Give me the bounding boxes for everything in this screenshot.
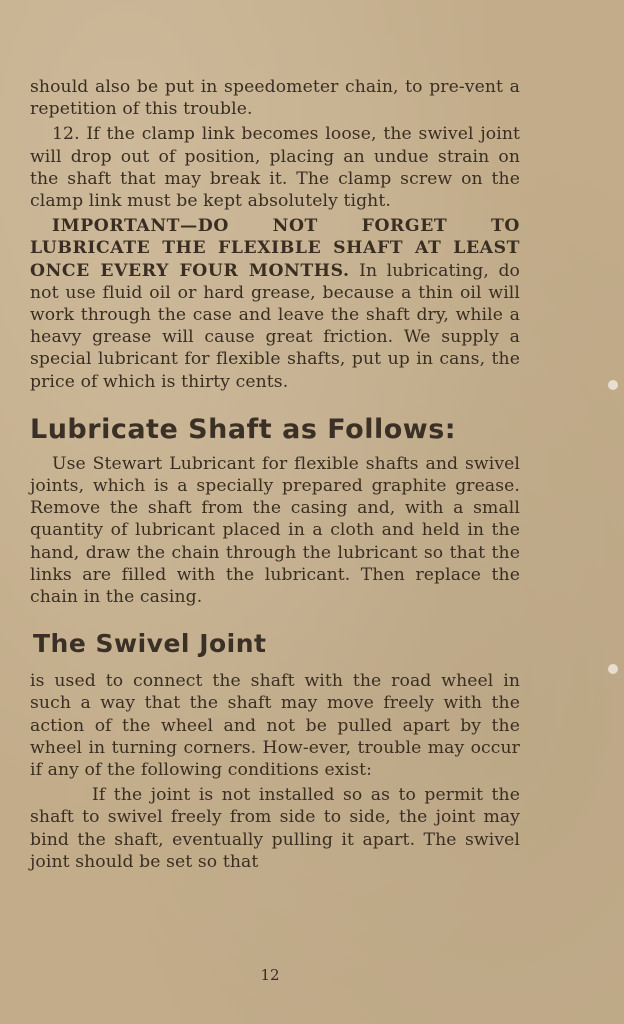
important-notice: IMPORTANT—DO NOT FORGET TO LUBRICATE THE FLEXIBLE SHAFT AT LEAST ONCE EVERY FOUR MONTHS. xyxy=(30,216,520,281)
paragraph-clamp-link: 12. If the clamp link becomes loose, the swivel joint will drop out of position, placing an undue strain on the shaft that may break it. The clamp screw on the clamp link must be kept absolutely tight. xyxy=(30,124,520,212)
paragraph-swivel-joint-purpose: is used to connect the shaft with the road wheel in such a way that the shaft may move freely with the action of the wheel and not be pulled apart by the wheel in turning corners. How-ever, trouble may occur if any of the following conditions exist: xyxy=(30,671,520,781)
lubrication-details: In lubricating, do not use fluid oil or hard grease, because a thin oil will work through the case and leave the shaft dry, while a heavy grease will cause great friction. We supply a special lubricant for flexible shafts, put up in cans, the price of which is thirty cents. xyxy=(30,260,520,392)
page-number: 12 xyxy=(260,966,280,984)
heading-lubricate-shaft: Lubricate Shaft as Follows: xyxy=(30,413,457,445)
page-body xyxy=(30,76,520,873)
paragraph-continuation: should also be put in speedometer chain, to pre-vent a repetition of this trouble. xyxy=(30,77,520,120)
heading-swivel-joint: The Swivel Joint xyxy=(33,629,267,659)
paragraph-important-lubrication xyxy=(30,215,520,393)
paper-wear-mark xyxy=(608,380,618,390)
paragraph-swivel-joint-installation: If the joint is not installed so as to permit the shaft to swivel freely from side to side, the joint may bind the shaft, eventually pulling it apart. The swivel joint should be set so that xyxy=(30,785,520,872)
paper-wear-mark xyxy=(608,664,618,674)
paragraph-lubricant-instructions: Use Stewart Lubricant for flexible shafts and swivel joints, which is a specially prepared graphite grease. Remove the shaft from the casing and, with a small quantity of lubricant placed in a cloth and held in the hand, draw the chain through the lubricant so that the links are filled with the lubricant. Then replace the chain in the casing. xyxy=(30,453,520,608)
